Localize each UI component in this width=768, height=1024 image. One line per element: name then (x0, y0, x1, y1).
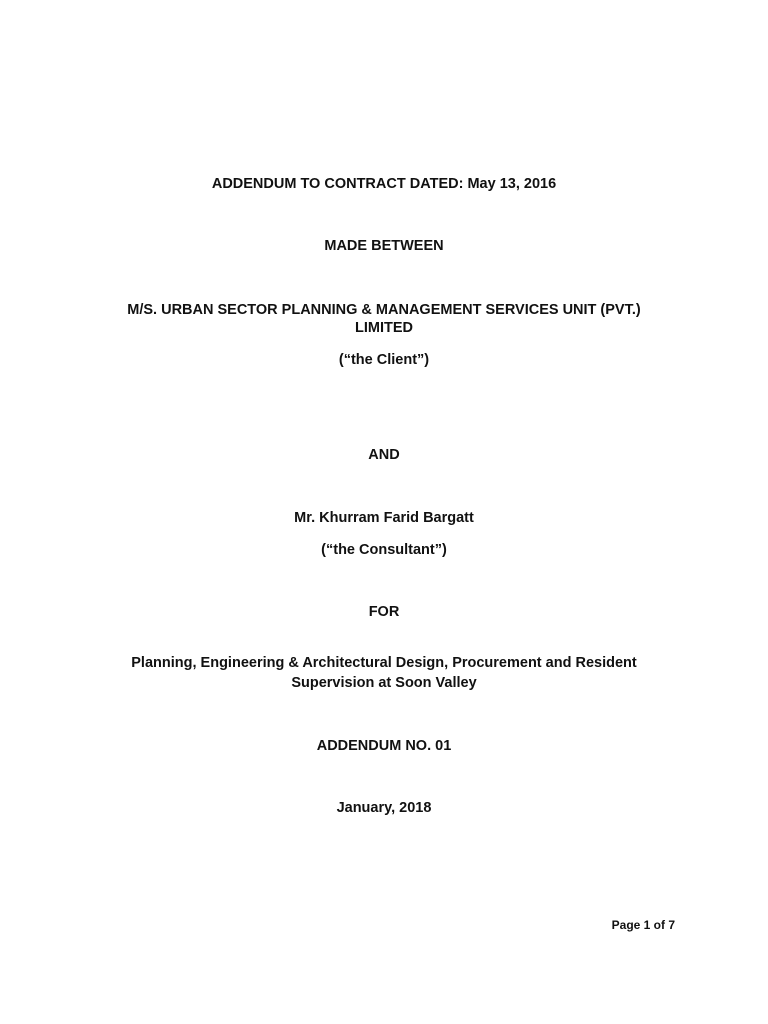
client-name-line-2: LIMITED (355, 320, 413, 336)
contract-title: ADDENDUM TO CONTRACT DATED: May 13, 2016 (211, 176, 557, 192)
client-name-line-1: M/S. URBAN SECTOR PLANNING & MANAGEMENT SERVICES UNIT (PVT.) (127, 302, 641, 318)
consultant-role: (“the Consultant”) (321, 542, 447, 558)
project-description-line-1: Planning, Engineering & Architectural Design, Procurement and Resident (131, 655, 637, 671)
and-heading: AND (368, 447, 400, 463)
page-number: Page 1 of 7 (611, 918, 675, 932)
client-role: (“the Client”) (338, 352, 430, 368)
addendum-number: ADDENDUM NO. 01 (316, 738, 452, 754)
for-heading: FOR (368, 604, 400, 620)
consultant-name: Mr. Khurram Farid Bargatt (294, 510, 474, 526)
project-description-line-2: Supervision at Soon Valley (291, 675, 477, 691)
document-date: January, 2018 (336, 800, 432, 816)
made-between-heading: MADE BETWEEN (324, 238, 444, 254)
